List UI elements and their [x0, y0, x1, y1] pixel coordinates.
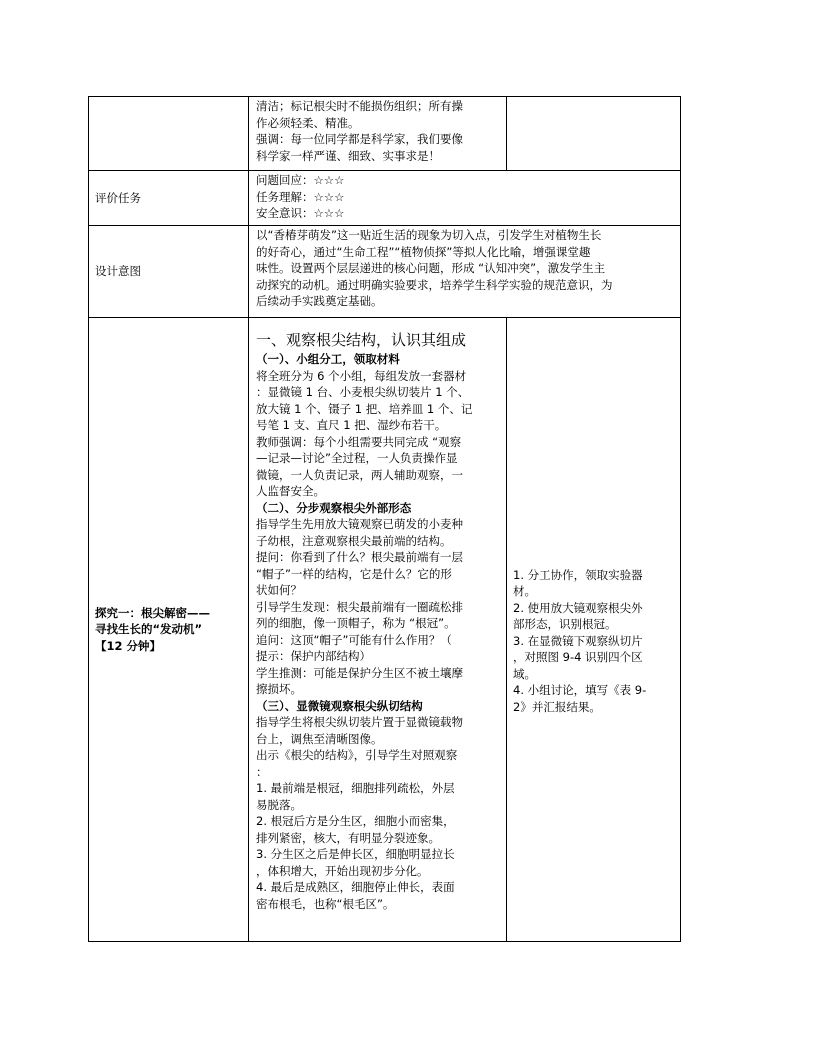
row4-label-cell — [89, 318, 249, 942]
table-row-evaluation — [89, 171, 681, 226]
design-intent-label: 设计意图 — [95, 264, 141, 279]
evaluation-item-name: 问题回应： — [256, 173, 314, 187]
procedure-line: 指导学生将根尖纵切装片置于显微镜载物 — [256, 715, 463, 729]
subsection-heading: （二）、分步观察根尖外部形态 — [256, 500, 412, 515]
activity-line: 2. 使用放大镜观察根尖外 — [513, 600, 643, 615]
subsection-heading: （三）、显微镜观察根尖纵切结构 — [256, 698, 423, 713]
table-row-inquiry — [89, 318, 681, 942]
procedure-line: 追问：这顶“帽子”可能有什么作用？（ — [256, 632, 452, 647]
procedure-line: 2. 根冠后方是分生区，细胞小而密集， — [256, 814, 455, 828]
row3-label-cell — [89, 226, 249, 318]
star-rating-icon: ☆☆☆ — [313, 173, 345, 187]
procedure-line: —记录—讨论”全过程，一人负责操作显 — [256, 451, 458, 465]
row4-right-cell — [507, 318, 681, 942]
activity-line: 4. 小组讨论，填写《表 9- — [513, 683, 647, 698]
row2-label-cell — [89, 171, 249, 226]
activity-line: 部形态，识别根冠。 — [513, 617, 617, 632]
inquiry-label-line: 探究一：根尖解密—— — [95, 605, 210, 620]
star-rating-icon: ☆☆☆ — [313, 189, 345, 204]
content-line: 科学家一样严谨、细致、实事求是！ — [256, 148, 440, 163]
procedure-line: 指导学生先用放大镜观察已萌发的小麦种 — [256, 517, 463, 531]
activity-line: 3. 在显微镜下观察纵切片 — [513, 633, 643, 648]
procedure-line: 列的细胞，像一顶帽子，称为 “根冠”。 — [256, 616, 456, 630]
procedure-line: 子幼根，注意观察根尖最前端的结构。 — [256, 533, 452, 548]
procedure-line: ： — [256, 764, 268, 779]
evaluation-item — [256, 172, 673, 189]
star-rating-icon: ☆☆☆ — [313, 206, 345, 220]
procedure-lines — [256, 351, 499, 912]
row1-label-cell — [89, 97, 249, 171]
row2-content-cell — [249, 171, 681, 226]
table-row-continued — [89, 97, 681, 171]
activity-line: 材。 — [513, 584, 536, 599]
activity-line: ，对照图 9-4 识别四个区 — [513, 650, 643, 665]
row4-content-cell — [249, 318, 507, 942]
procedure-line: 引导学生发现：根尖最前端有一圈疏松排 — [256, 599, 463, 614]
activity-line: 2》并汇报结果。 — [513, 699, 601, 714]
evaluation-item — [256, 189, 673, 206]
row1-content-cell — [249, 97, 507, 171]
procedure-line: ：显微镜 1 台、小麦根尖纵切装片 1 个、 — [256, 385, 470, 399]
lesson-plan-table — [88, 96, 681, 942]
section-title: 一、观察根尖结构，认识其组成 — [256, 331, 467, 349]
procedure-line: 人监督安全。 — [256, 484, 325, 498]
content-line: 以“香椿芽萌发”这一贴近生活的现象为切入点，引发学生对植物生长 — [256, 228, 602, 242]
table-row-design-intent — [89, 226, 681, 318]
procedure-line: 将全班分为 6 个小组，每组发放一套器材 — [256, 368, 467, 383]
procedure-line: 易脱落。 — [256, 797, 302, 812]
row3-content-cell — [249, 226, 681, 318]
procedure-line: ，体积增大，开始出现初步分化。 — [256, 863, 429, 878]
procedure-line: 号笔 1 支、直尺 1 把、湿纱布若干。 — [256, 418, 447, 432]
evaluation-item-name: 任务理解： — [256, 189, 314, 204]
subsection-heading: （一）、小组分工，领取材料 — [256, 352, 400, 366]
procedure-line: 教师强调：每个小组需要共同完成 “观察 — [256, 434, 462, 449]
procedure-line: 排列紧密，核大，有明显分裂迹象。 — [256, 830, 440, 845]
activity-line: 域。 — [513, 666, 536, 681]
procedure-line: 微镜，一人负责记录，两人辅助观察，一 — [256, 467, 463, 482]
inquiry-label-line: 寻找生长的“发动机” — [95, 622, 203, 637]
procedure-line: 密布根毛，也称“根毛区”。 — [256, 896, 395, 911]
procedure-line: 台上，调焦至清晰图像。 — [256, 731, 383, 746]
content-line: 的好奇心，通过“生命工程”“植物侦探”等拟人化比喻，增强课堂趣 — [256, 244, 591, 259]
content-line: 清洁；标记根尖时不能损伤组织；所有操 — [256, 99, 463, 113]
procedure-line: 3. 分生区之后是伸长区，细胞明显拉长 — [256, 847, 455, 861]
content-line: 后续动手实践奠定基础。 — [256, 294, 383, 308]
student-activity-lines — [513, 567, 674, 716]
procedure-line: 提问：你看到了什么？根尖最前端有一层 — [256, 550, 463, 564]
activity-line: 1. 分工协作，领取实验器 — [513, 567, 643, 582]
evaluation-item-name: 安全意识： — [256, 206, 314, 220]
inquiry-label-line: 【12 分钟】 — [95, 638, 162, 653]
content-line: 动探究的动机。通过明确实验要求，培养学生科学实验的规范意识，为 — [256, 277, 613, 292]
procedure-line: 1. 最前端是根冠，细胞排列疏松，外层 — [256, 781, 455, 795]
procedure-line: 学生推测：可能是保护分生区不被土壤摩 — [256, 665, 463, 680]
row1-right-cell — [507, 97, 681, 171]
procedure-line: “帽子”一样的结构，它是什么？它的形 — [256, 566, 452, 581]
procedure-line: 提示：保护内部结构） — [256, 649, 371, 663]
procedure-line: 状如何？ — [256, 583, 302, 597]
content-line: 作必须轻柔、精准。 — [256, 115, 360, 130]
procedure-line: 放大镜 1 个、镊子 1 把、培养皿 1 个、记 — [256, 401, 473, 416]
evaluation-label: 评价任务 — [95, 190, 141, 205]
evaluation-item — [256, 205, 673, 222]
procedure-line: 出示《根尖的结构》，引导学生对照观察 — [256, 748, 458, 762]
content-line: 强调：每一位同学都是科学家，我们要像 — [256, 132, 463, 146]
procedure-line: 擦损坏。 — [256, 682, 302, 696]
procedure-line: 4. 最后是成熟区，细胞停止伸长，表面 — [256, 880, 455, 894]
content-line: 味性。设置两个层层递进的核心问题，形成 “认知冲突”，激发学生主 — [256, 261, 606, 275]
